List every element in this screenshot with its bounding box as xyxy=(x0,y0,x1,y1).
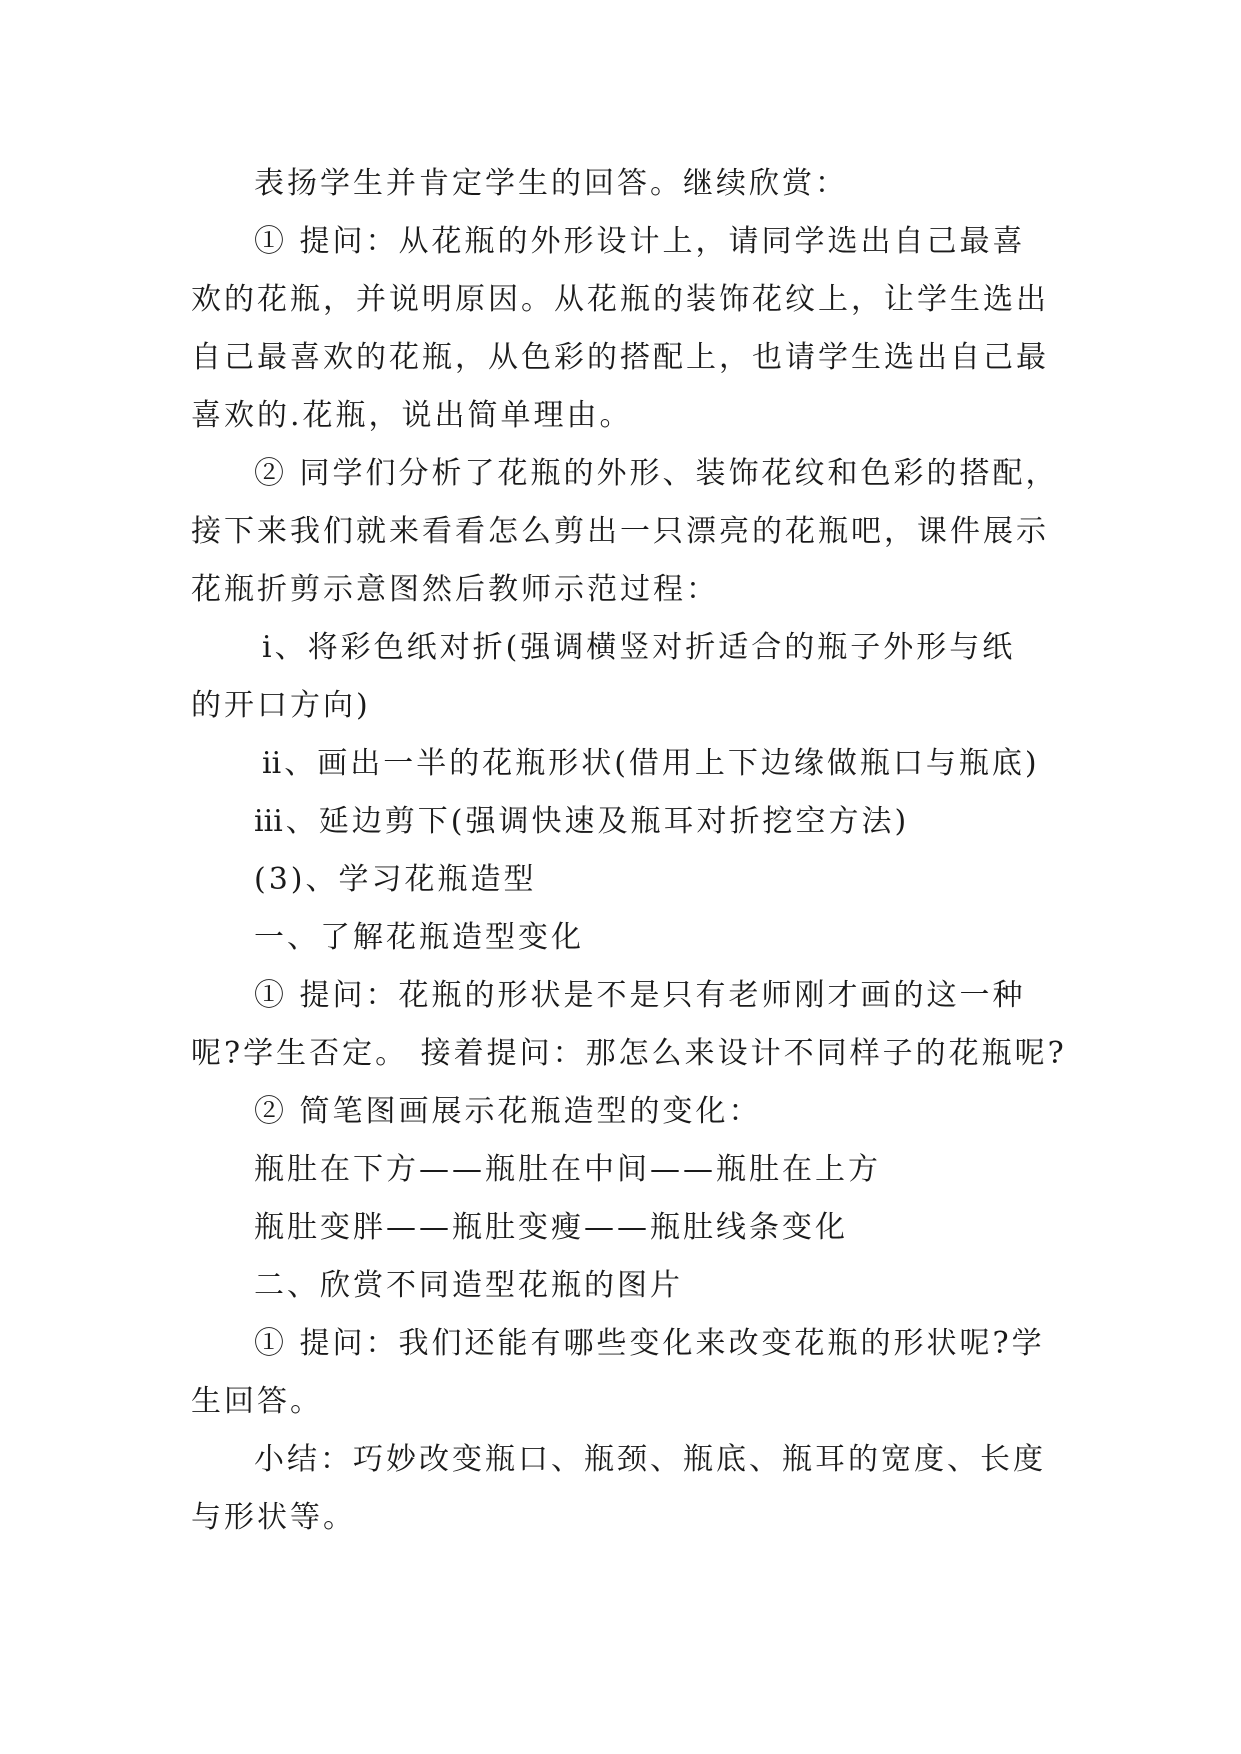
paragraph-line: ⅰ、将彩色纸对折(强调横竖对折适合的瓶子外形与纸 xyxy=(262,630,1016,665)
paragraph-line: 欢的花瓶，并说明原因。从花瓶的装饰花纹上，让学生选出 xyxy=(191,282,1049,317)
paragraph-line: ① 提问：我们还能有哪些变化来改变花瓶的形状呢?学 xyxy=(254,1326,1045,1361)
paragraph-line: 一、了解花瓶造型变化 xyxy=(254,920,584,955)
paragraph-line: 接下来我们就来看看怎么剪出一只漂亮的花瓶吧，课件展示 xyxy=(191,514,1049,549)
paragraph-line: 表扬学生并肯定学生的回答。继续欣赏： xyxy=(254,166,848,201)
paragraph-line: 呢?学生否定。 接着提问：那怎么来设计不同样子的花瓶呢? xyxy=(191,1036,1067,1071)
paragraph-line: 二、欣赏不同造型花瓶的图片 xyxy=(254,1268,683,1303)
paragraph-line: 小结：巧妙改变瓶口、瓶颈、瓶底、瓶耳的宽度、长度 xyxy=(254,1442,1046,1477)
paragraph-line: 的开口方向) xyxy=(191,688,371,723)
paragraph-line: ⅱ、画出一半的花瓶形状(借用上下边缘做瓶口与瓶底) xyxy=(262,746,1040,781)
paragraph-line: 自己最喜欢的花瓶，从色彩的搭配上，也请学生选出自己最 xyxy=(191,340,1049,375)
paragraph-line: ② 简笔图画展示花瓶造型的变化： xyxy=(254,1094,762,1129)
paragraph-line: ② 同学们分析了花瓶的外形、装饰花纹和色彩的搭配， xyxy=(254,456,1059,491)
paragraph-line: (3)、学习花瓶造型 xyxy=(254,862,537,897)
paragraph-line: 花瓶折剪示意图然后教师示范过程： xyxy=(191,572,719,607)
paragraph-line: ① 提问：从花瓶的外形设计上，请同学选出自己最喜 xyxy=(254,224,1026,259)
paragraph-line: 瓶肚变胖——瓶肚变瘦——瓶肚线条变化 xyxy=(254,1210,848,1245)
paragraph-line: ⅲ、延边剪下(强调快速及瓶耳对折挖空方法) xyxy=(254,804,910,839)
paragraph-line: 生回答。 xyxy=(191,1384,323,1419)
paragraph-line: 喜欢的.花瓶，说出简单理由。 xyxy=(191,398,633,433)
paragraph-line: 与形状等。 xyxy=(191,1500,356,1535)
paragraph-line: 瓶肚在下方——瓶肚在中间——瓶肚在上方 xyxy=(254,1152,881,1187)
paragraph-line: ① 提问：花瓶的形状是不是只有老师刚才画的这一种 xyxy=(254,978,1026,1013)
